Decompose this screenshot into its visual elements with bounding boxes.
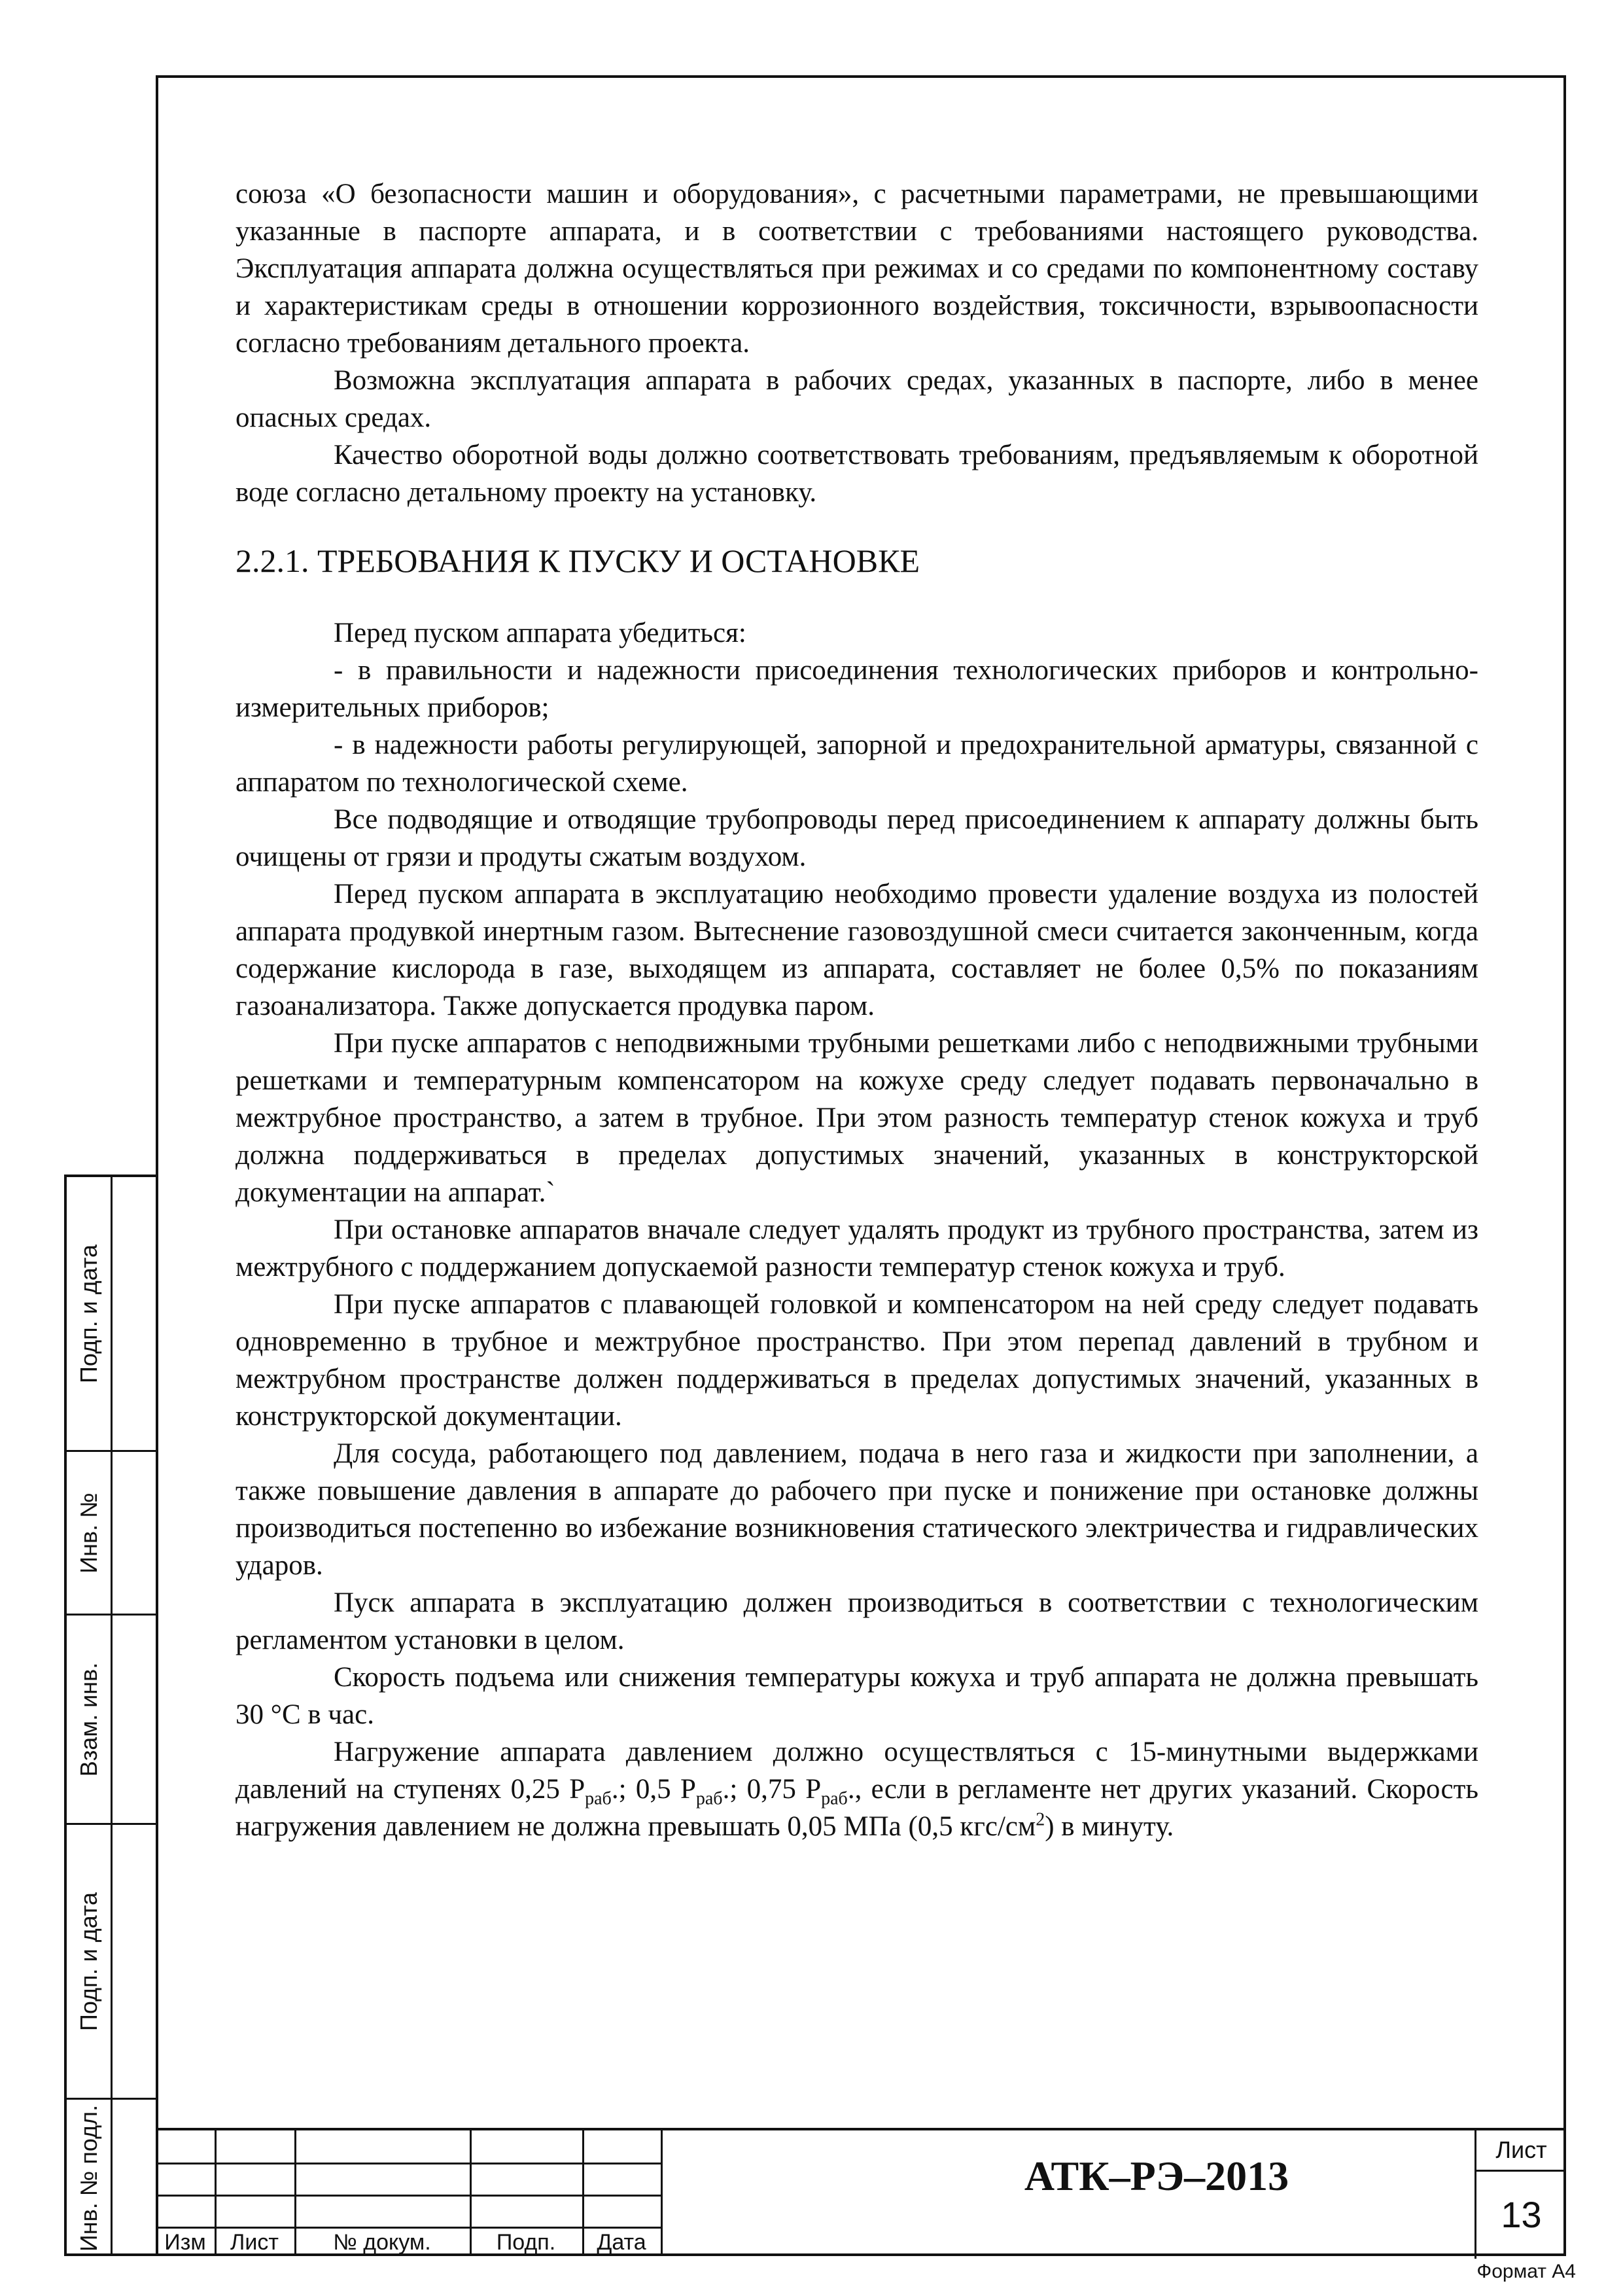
stamp-col-doc-no: № докум. [333, 2230, 431, 2255]
sidebar-label: Подп. и дата [75, 1244, 102, 1383]
section-heading: 2.2.1. ТРЕБОВАНИЯ К ПУСКУ И ОСТАНОВКЕ [236, 542, 920, 579]
sidebar-label: Инв. № подл. [75, 2104, 102, 2252]
sidebar-cell-sign-date-2 [67, 1825, 158, 2100]
paragraph: Возможна эксплуатация аппарата в рабочих средах, указанных в паспорте, либо в менее опасных средах. [236, 365, 1478, 433]
sidebar-cell-inv-no [67, 1452, 158, 1616]
stamp-col-sign: Подп. [496, 2230, 556, 2255]
paragraph: Нагружение аппарата давлением должно осуществляться с 15-минутными выдержками давлений на ступенях 0,25 $Р_{раб}$.; 0,5 $Р_{раб}$.; 0,75 $Р_{раб}$., если в регламенте нет других указаний. Скорость нагружения давлением не должна превышать 0,05 МПа (0,5 кгс/$см^2$) в минуту. [236, 1737, 1478, 1842]
sidebar-label: Взам. инв. [75, 1662, 102, 1776]
sidebar-cell-sign-date-1 [67, 1177, 158, 1452]
paragraph: союза «О безопасности машин и оборудования», с расчетными параметрами, не превышающими указанные в паспорте аппарата, и в соответствии с требованиями настоящего руководства. Эксплуатация аппарата должна осуществляться при режимах и со средами по компонентному составу и характеристикам среды в отношении коррозионного воздействия, токсичности, взрывоопасности согласно требованиям детального проекта. [236, 179, 1478, 359]
paragraph: Скорость подъема или снижения температуры кожуха и труб аппарата не должна превышать 30 °С в час. [236, 1662, 1478, 1730]
paragraph: Все подводящие и отводящие трубопроводы перед присоединением к аппарату должны быть очищены от грязи и продуты сжатым воздухом. [236, 804, 1478, 872]
document-code: АТК–РЭ–2013 [1024, 2153, 1289, 2199]
title-block [156, 2128, 1566, 2256]
sheet-number: 13 [1501, 2193, 1542, 2235]
sheet-box [1475, 2130, 1566, 2259]
sidebar-label: Подп. и дата [75, 1892, 102, 2031]
sidebar-label: Инв. № [75, 1492, 102, 1574]
paragraph: При остановке аппаратов вначале следует удалять продукт из трубного пространства, затем из межтрубного с поддержанием допускаемой разности температур стенок кожуха и труб. [236, 1214, 1478, 1282]
paragraph: При пуске аппаратов с неподвижными трубными решетками либо с неподвижными трубными решетками и температурным компенсатором на кожухе среду следует подавать первоначально в межтрубное пространство, а затем в трубное. При этом разность температур стенок кожуха и труб должна поддерживаться в пределах допустимых значений, указанных в конструкторской документации на аппарат.` [236, 1028, 1478, 1208]
list-item: - в надежности работы регулирующей, запорной и предохранительной арматуры, связанной с аппаратом по технологической схеме. [236, 730, 1478, 798]
stamp-col-change: Изм [164, 2230, 206, 2255]
paragraph: Качество оборотной воды должно соответствовать требованиям, предъявляемым к оборотной воде согласно детальному проекту на установку. [236, 440, 1478, 508]
side-stamp [64, 1174, 158, 2256]
stamp-col-sheet: Лист [230, 2230, 279, 2255]
stamp-col-date: Дата [597, 2230, 646, 2255]
paragraph: Перед пуском аппарата в эксплуатацию необходимо провести удаление воздуха из полостей аппарата продувкой инертным газом. Вытеснение газовоздушной смеси считается законченным, когда содержание кислорода в газе, выходящем из аппарата, составляет не более 0,5% по показаниям газоанализатора. Также допускается продувка паром. [236, 879, 1478, 1021]
sidebar-cell-orig-inv [67, 2100, 158, 2256]
paper-format: Формат А4 [1476, 2261, 1576, 2282]
paragraph: Перед пуском аппарата убедиться: [334, 618, 746, 648]
list-item: - в правильности и надежности присоединения технологических приборов и контрольно-измерительных приборов; [236, 655, 1478, 723]
sidebar-cell-replace-inv [67, 1616, 158, 1825]
document-body [236, 175, 1478, 1845]
paragraph: Пуск аппарата в эксплуатацию должен производиться в соответствии с технологическим регламентом установки в целом. [236, 1587, 1478, 1655]
paragraph: Для сосуда, работающего под давлением, подача в него газа и жидкости при заполнении, а также повышение давления в аппарате до рабочего при пуске и понижение при остановке должны производиться постепенно во избежание возникновения статического электричества и гидравлических ударов. [236, 1438, 1478, 1581]
sheet-label: Лист [1476, 2130, 1566, 2172]
paragraph: При пуске аппаратов с плавающей головкой и компенсатором на ней среду следует подавать одновременно в трубное и межтрубное пространство. При этом перепад давлений в трубном и межтрубном пространстве должен поддерживаться в пределах допустимых значений, указанных в конструкторской документации. [236, 1289, 1478, 1432]
